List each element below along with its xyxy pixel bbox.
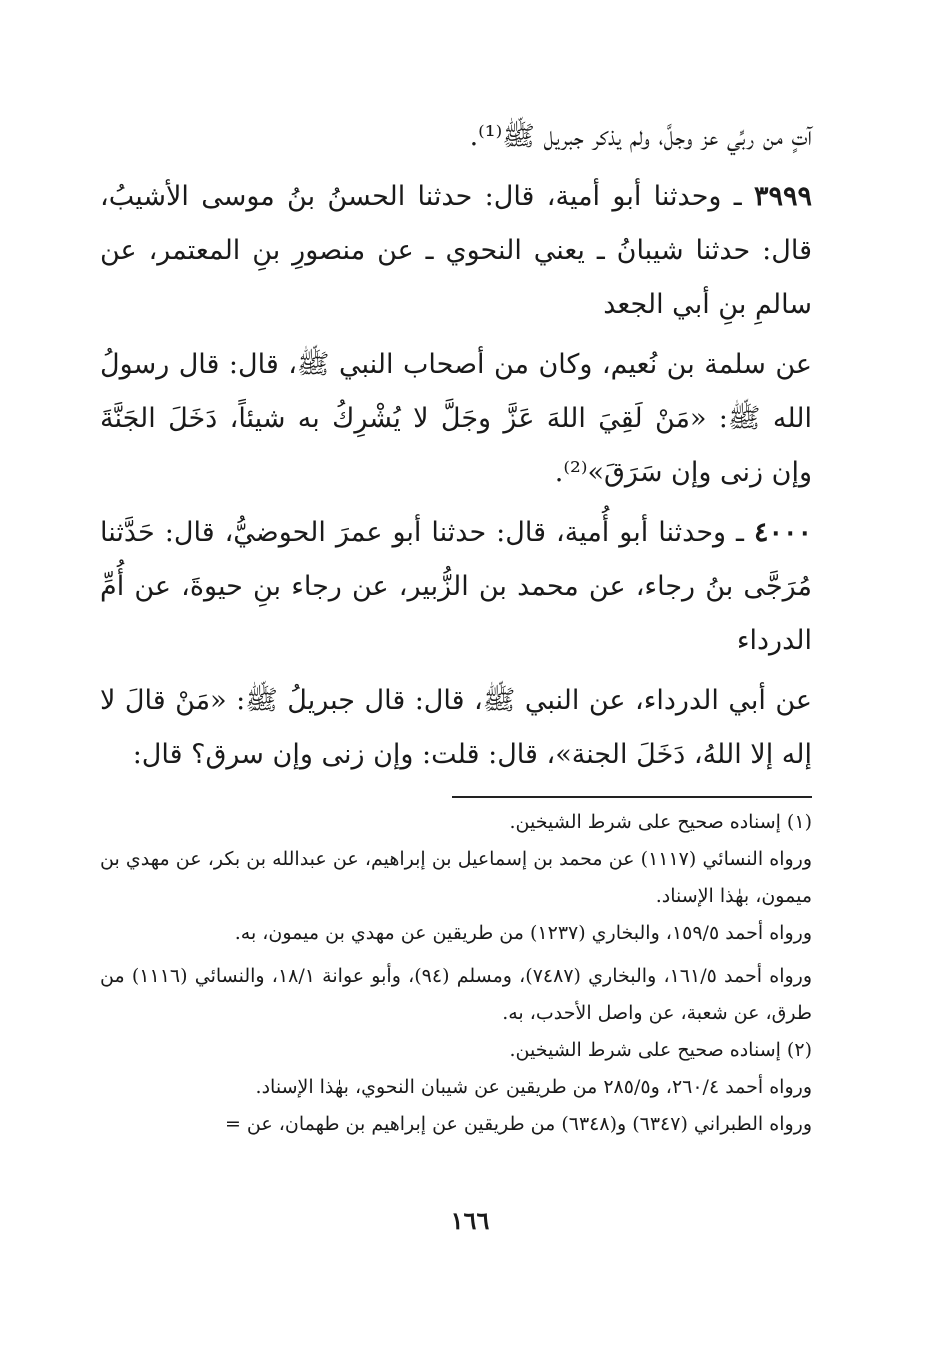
footnote-divider [452,796,812,798]
hadith-text: ـ وحدثنا أبو أُمية، قال: حدثنا أبو عمرَ الحوضيُّ، قال: حَدَّثنا مُرَجَّى بنُ رجاء، عن محمد بن الزُّبير، عن رجاء بنِ حيوةَ، عن أُمِّ الدرداء [100,517,812,656]
main-text [100,110,812,782]
hadith-text: ـ وحدثنا أبو أمية، قال: حدثنا الحسنُ بنُ موسى الأشيبُ، قال: حدثنا شيبانُ ـ يعني النحوي ـ عن منصورِ بنِ المعتمر، عن سالمِ بنِ أبي الجعد [100,181,812,320]
hadith-number: ٣٩٩٩ [753,181,812,212]
footnotes [100,804,812,1143]
footnote-1-b: ورواه أحمد ١٥٩/٥، والبخاري (١٢٣٧) من طريقين عن مهدي بن ميمون، به. [234,922,812,944]
footnote-2-a: ورواه أحمد ٢٦٠/٤، و٢٨٥/٥ من طريقين عن شيبان النحوي، بهٰذا الإسناد. [255,1076,812,1098]
page-body [100,110,812,1143]
hadith-number: ٤٠٠٠ [753,517,812,548]
footnote-2-head: (٢) إسناده صحيح على شرط الشيخين. [509,1039,812,1061]
paragraph-abu-darda: عن أبي الدرداء، عن النبي ﷺ، قال: قال جبريلُ ﷺ: «مَنْ قالَ لا إله إلا اللهُ، دَخَلَ الجنة»، قال: قلت: وإن زنى وإن سرق؟ قال: [100,685,812,770]
main-line-1: آتٍ من ربِّي عز وجلَّ، ولم يذكر جبريل ﷺ⁽¹⁾. [469,121,812,152]
footnote-2-b: ورواه الطبراني (٦٣٤٧) و(٦٣٤٨) من طريقين عن إبراهيم بن طهمان، عن = [224,1113,812,1135]
footnote-1-a: ورواه النسائي (١١١٧) عن محمد بن إسماعيل بن إبراهيم، عن عبدالله بن بكر، عن مهدي بن ميمون، بهٰذا الإسناد. [100,848,812,907]
page-number: ١٦٦ [450,1206,490,1235]
hadith-3999 [100,170,812,332]
paragraph-salama: عن سلمة بن نُعيم، وكان من أصحاب النبي ﷺ، قال: قال رسولُ الله ﷺ: «مَنْ لَقِيَ اللهَ عَزَّ وجَلَّ لا يُشْرِكُ به شيئاً، دَخَلَ الجَنَّةَ وإن زنى وإن سَرَقَ»⁽²⁾. [100,349,812,488]
footnote-1-head: (١) إسناده صحيح على شرط الشيخين. [509,811,812,833]
hadith-4000 [100,506,812,668]
footnote-1-c: ورواه أحمد ١٦١/٥، والبخاري (٧٤٨٧)، ومسلم (٩٤)، وأبو عوانة ١٨/١، والنسائي (١١١٦) من طرق، عن شعبة، عن واصل الأحدب، به. [100,965,813,1024]
